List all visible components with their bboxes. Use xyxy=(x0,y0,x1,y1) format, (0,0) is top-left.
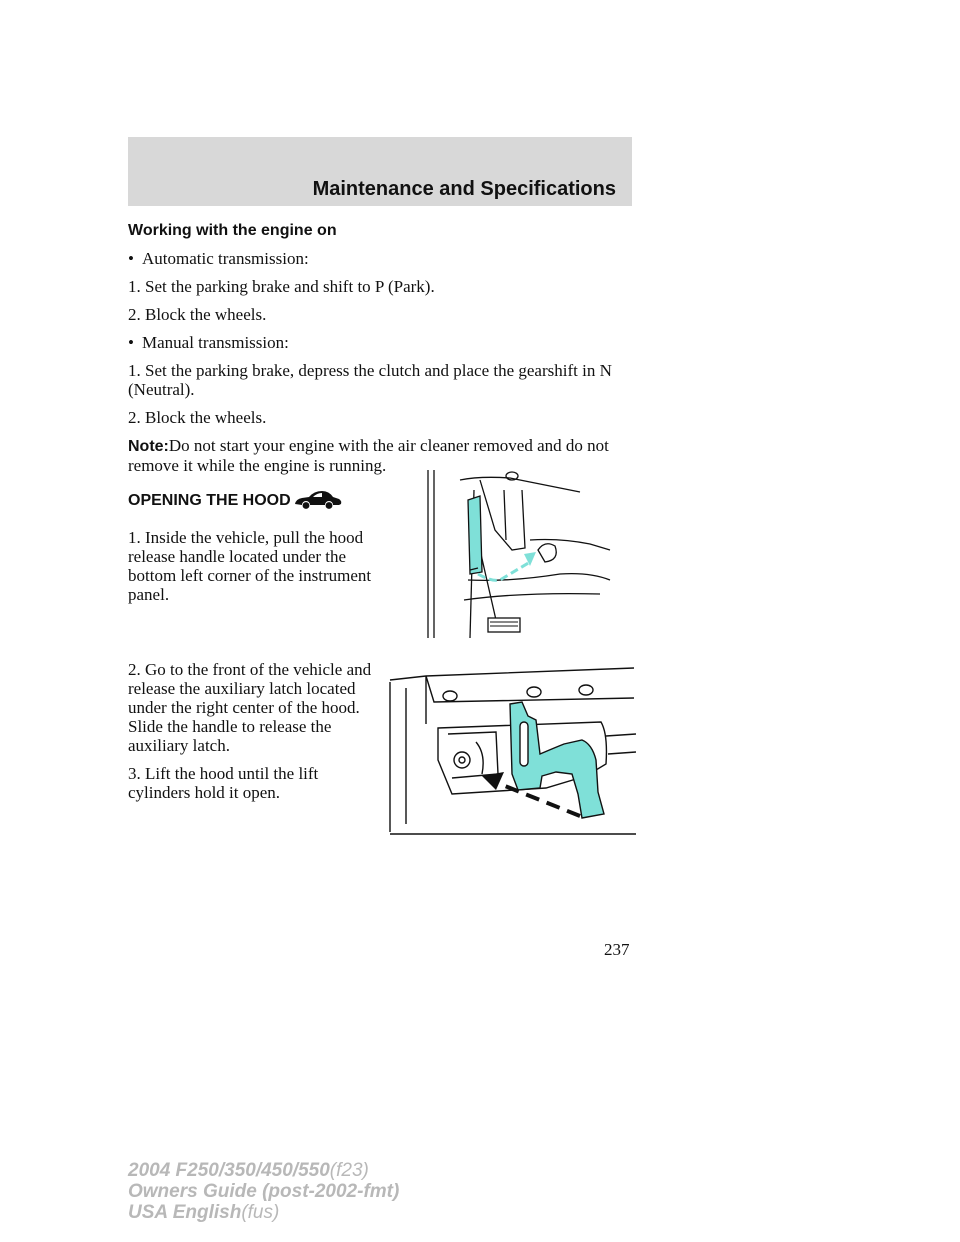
bullet-icon: • xyxy=(128,249,134,268)
bullet-icon: • xyxy=(128,333,134,352)
hood-step-3: 3. Lift the hood until the lift cylinders hold it open. xyxy=(128,764,319,802)
car-icon xyxy=(293,489,343,516)
section-header-title: Maintenance and Specifications xyxy=(312,178,616,200)
note-text: Do not start your engine with the air cleaner removed and do not remove it while the engine is running. xyxy=(128,436,609,475)
manual-step-2: 2. Block the wheels. xyxy=(128,408,267,427)
hood-release-illustration xyxy=(420,470,632,640)
auto-step-2: 2. Block the wheels. xyxy=(128,305,267,324)
bullet-automatic-text: Automatic transmission: xyxy=(142,249,309,268)
hood-step-1: 1. Inside the vehicle, pull the hood release handle located under the bottom left corner of the instrument panel. xyxy=(128,528,372,604)
bullet-automatic xyxy=(128,249,636,268)
bullet-manual-text: Manual transmission: xyxy=(142,333,289,352)
footer-model-code: (f23) xyxy=(329,1160,369,1181)
heading-opening-hood-text: OPENING THE HOOD xyxy=(128,492,291,509)
footer-language-code: (fus) xyxy=(241,1202,280,1223)
manual-step-1: 1. Set the parking brake, depress the clutch and place the gearshift in N (Neutral). xyxy=(128,361,612,399)
footer-line-3 xyxy=(128,1202,399,1223)
document-footer xyxy=(128,1160,399,1223)
bullet-manual xyxy=(128,333,636,352)
auto-step-1: 1. Set the parking brake and shift to P (Park). xyxy=(128,277,435,296)
footer-model: 2004 F250/350/450/550 xyxy=(128,1160,330,1181)
page-number: 237 xyxy=(604,940,630,959)
footer-line-2: Owners Guide (post-2002-fmt) xyxy=(128,1181,400,1202)
hood-step-2: 2. Go to the front of the vehicle and release the auxiliary latch located under the right center of the hood. Slide the handle to release the auxiliary latch. xyxy=(128,660,372,755)
footer-language: USA English xyxy=(128,1202,242,1223)
note-label: Note: xyxy=(128,438,169,455)
auxiliary-latch-illustration xyxy=(386,664,636,839)
footer-line-1 xyxy=(128,1160,399,1181)
section-header-band xyxy=(128,137,632,206)
heading-engine-on: Working with the engine on xyxy=(128,222,337,239)
